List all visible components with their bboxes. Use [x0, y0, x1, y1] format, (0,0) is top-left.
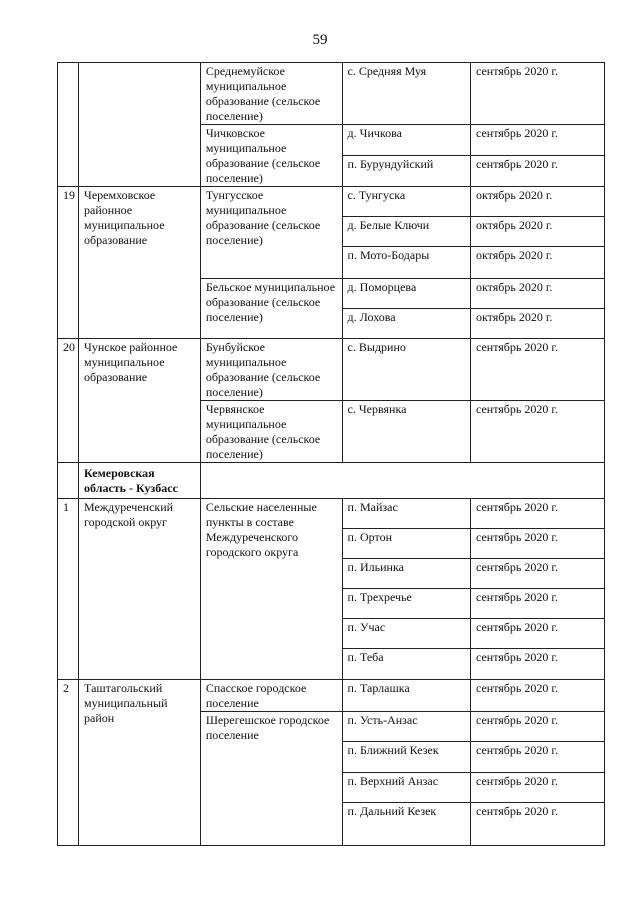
date-cell: сентябрь 2020 г. — [470, 499, 604, 529]
date-cell: сентябрь 2020 г. — [470, 680, 604, 712]
date-cell: сентябрь 2020 г. — [470, 156, 604, 187]
locality-cell: п. Усть-Анзас — [342, 712, 470, 742]
locality-cell: п. Мото-Бодары — [342, 247, 470, 279]
locality-cell: п. Майзас — [342, 499, 470, 529]
district-cell: Междуреченский городской округ — [79, 499, 201, 680]
date-cell: сентябрь 2020 г. — [470, 401, 604, 463]
date-cell: октябрь 2020 г. — [470, 217, 604, 247]
table-row — [58, 339, 605, 401]
locality-cell: п. Дальний Кезек — [342, 803, 470, 846]
locality-cell: п. Ближний Кезек — [342, 742, 470, 773]
date-cell: сентябрь 2020 г. — [470, 339, 604, 401]
number-cell: 19 — [58, 187, 79, 339]
locality-cell: п. Бурундуйский — [342, 156, 470, 187]
settlement-cell: Червянское муниципальное образование (сельское поселение) — [200, 401, 342, 463]
region-heading: Кемеровская область - Кузбасс — [79, 463, 201, 499]
settlement-cell: Тунгусское муниципальное образование (сельское поселение) — [200, 187, 342, 279]
table-row — [58, 499, 605, 529]
number-cell — [58, 463, 79, 499]
settlement-cell: Сельские населенные пункты в составе Междуреченского городского округа — [200, 499, 342, 680]
locality-cell: п. Верхний Анзас — [342, 773, 470, 803]
date-cell: октябрь 2020 г. — [470, 309, 604, 339]
district-cell: Черемховское районное муниципальное образование — [79, 187, 201, 339]
settlement-cell: Чичковское муниципальное образование (сельское поселение) — [200, 125, 342, 187]
settlement-cell: Спасское городское поселение — [200, 680, 342, 712]
date-cell: сентябрь 2020 г. — [470, 773, 604, 803]
locality-cell: д. Лохова — [342, 309, 470, 339]
number-cell: 20 — [58, 339, 79, 463]
table-row — [58, 187, 605, 217]
table-row — [58, 63, 605, 125]
district-cell — [79, 63, 201, 187]
date-cell: октябрь 2020 г. — [470, 247, 604, 279]
page-number: 59 — [312, 32, 328, 48]
locality-cell: п. Учас — [342, 619, 470, 649]
date-cell: сентябрь 2020 г. — [470, 742, 604, 773]
locality-cell: п. Тарлашка — [342, 680, 470, 712]
date-cell: сентябрь 2020 г. — [470, 619, 604, 649]
locality-cell: с. Тунгуска — [342, 187, 470, 217]
region-empty-cell — [200, 463, 604, 499]
date-cell: сентябрь 2020 г. — [470, 125, 604, 156]
number-cell: 1 — [58, 499, 79, 680]
locality-cell: д. Чичкова — [342, 125, 470, 156]
date-cell: сентябрь 2020 г. — [470, 589, 604, 619]
locality-cell: с. Червянка — [342, 401, 470, 463]
settlement-cell: Бунбуйское муниципальное образование (сельское поселение) — [200, 339, 342, 401]
locality-cell: п. Ортон — [342, 529, 470, 559]
date-cell: сентябрь 2020 г. — [470, 712, 604, 742]
locality-cell: п. Теба — [342, 649, 470, 680]
table-row — [58, 680, 605, 712]
date-cell: сентябрь 2020 г. — [470, 63, 604, 125]
settlement-cell: Среднемуйское муниципальное образование (сельское поселение) — [200, 63, 342, 125]
date-cell: октябрь 2020 г. — [470, 187, 604, 217]
settlements-table — [57, 62, 605, 846]
locality-cell: д. Белые Ключи — [342, 217, 470, 247]
locality-cell: с. Выдрино — [342, 339, 470, 401]
date-cell: сентябрь 2020 г. — [470, 803, 604, 846]
number-cell — [58, 63, 79, 187]
district-cell: Чунское районное муниципальное образование — [79, 339, 201, 463]
date-cell: сентябрь 2020 г. — [470, 559, 604, 589]
date-cell: октябрь 2020 г. — [470, 279, 604, 309]
district-cell: Таштагольский муниципальный район — [79, 680, 201, 846]
settlement-cell: Бельское муниципальное образование (сельское поселение) — [200, 279, 342, 339]
locality-cell: д. Поморцева — [342, 279, 470, 309]
locality-cell: п. Ильинка — [342, 559, 470, 589]
number-cell: 2 — [58, 680, 79, 846]
region-row — [58, 463, 605, 499]
settlement-cell: Шерегешское городское поселение — [200, 712, 342, 846]
date-cell: сентябрь 2020 г. — [470, 649, 604, 680]
locality-cell: п. Трехречье — [342, 589, 470, 619]
locality-cell: с. Средняя Муя — [342, 63, 470, 125]
date-cell: сентябрь 2020 г. — [470, 529, 604, 559]
